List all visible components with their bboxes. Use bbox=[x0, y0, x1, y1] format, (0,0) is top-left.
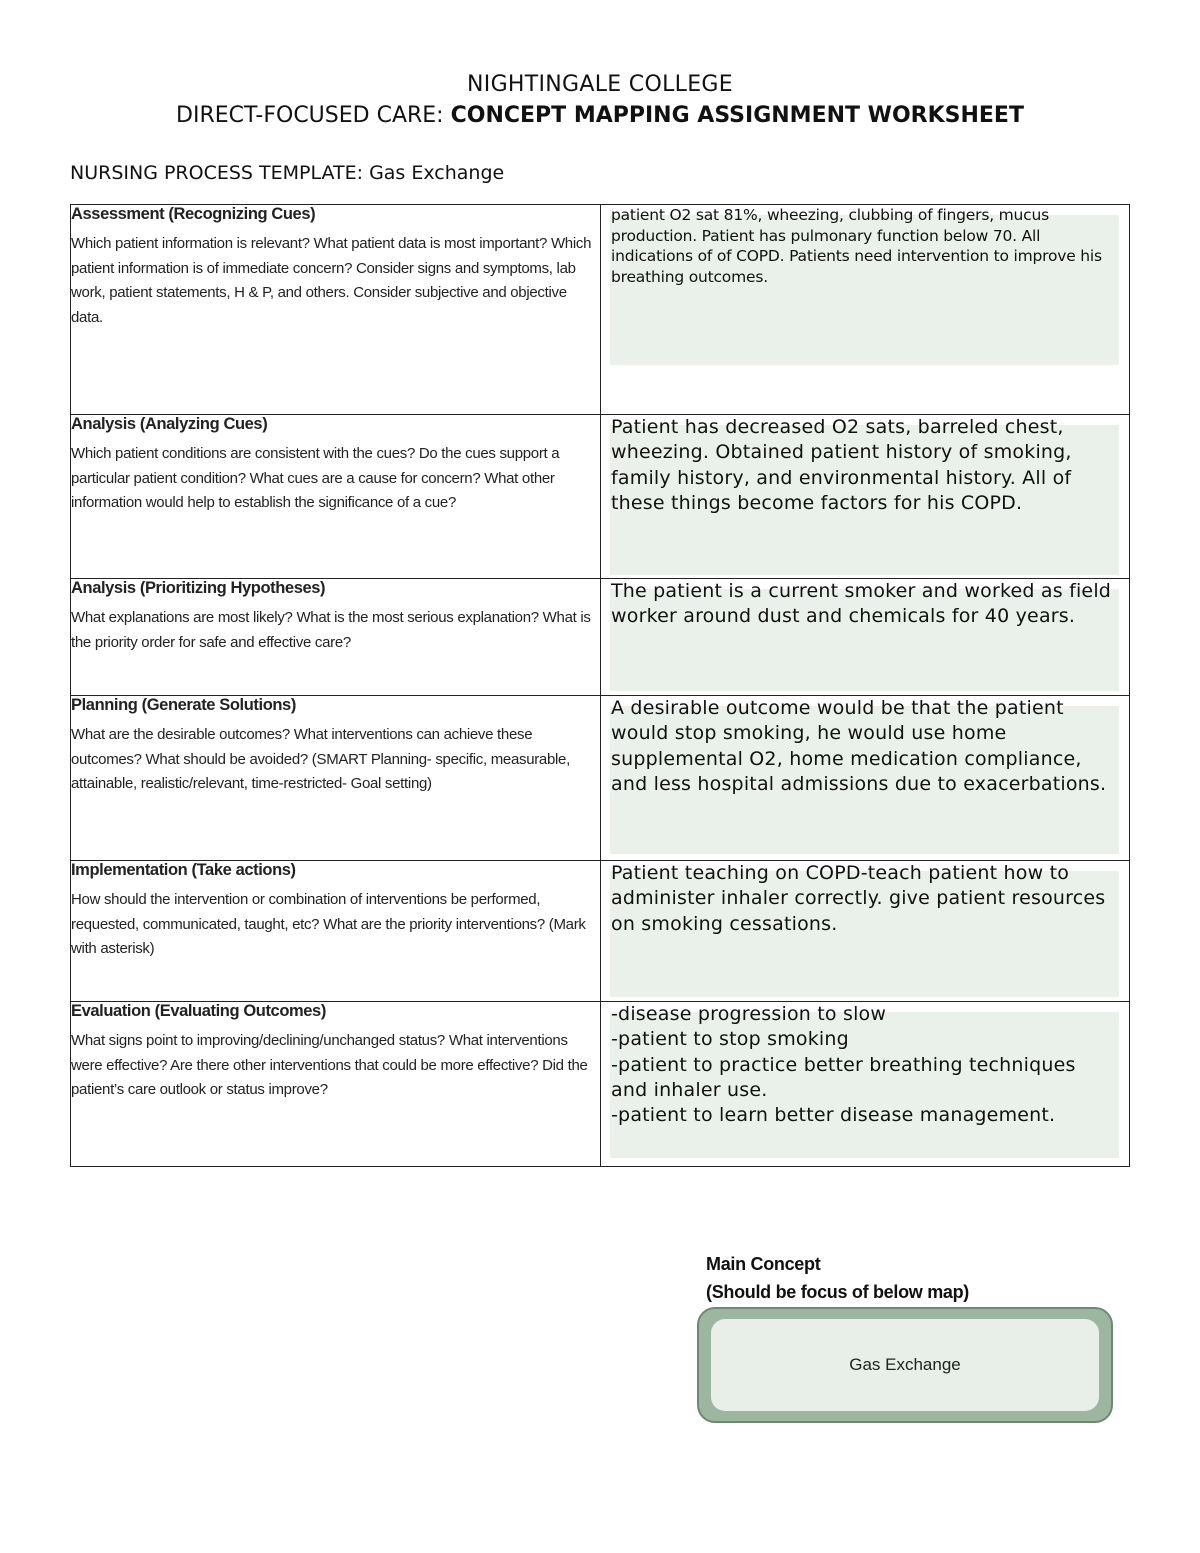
worksheet-header bbox=[0, 70, 1200, 132]
answer-text: -disease progression to slow -patient to stop smoking -patient to practice better breathing techniques and inhaler use. -patient to learn better disease management. bbox=[611, 1003, 1076, 1127]
prompt-cell bbox=[71, 415, 601, 579]
answer-cell[interactable] bbox=[601, 579, 1130, 696]
main-concept-inner bbox=[711, 1319, 1099, 1411]
template-title: NURSING PROCESS TEMPLATE: Gas Exchange bbox=[70, 162, 505, 184]
answer-field[interactable] bbox=[610, 697, 1119, 854]
answer-field[interactable] bbox=[610, 206, 1119, 365]
table-row-assessment bbox=[71, 205, 1130, 415]
main-concept-box[interactable] bbox=[697, 1307, 1113, 1423]
row-heading: Planning (Generate Solutions) bbox=[71, 696, 296, 714]
answer-text: A desirable outcome would be that the patient would stop smoking, he would use home supplemental O2, home medication compliance, and less hospital admissions due to exacerbations. bbox=[611, 697, 1107, 795]
main-concept-label bbox=[706, 1250, 969, 1306]
answer-text: Patient has decreased O2 sats, barreled chest, wheezing. Obtained patient history of smoking, family history, and environmental history. All of these things become factors for his COPD. bbox=[611, 416, 1072, 514]
row-prompt: What are the desirable outcomes? What interventions can achieve these outcomes? What should be avoided? (SMART Planning- specific, measurable, attainable, realistic/relevant, time-restricted- Goal setting) bbox=[71, 726, 570, 792]
worksheet-title bbox=[0, 100, 1200, 132]
table-row-evaluation bbox=[71, 1002, 1130, 1167]
answer-cell[interactable] bbox=[601, 696, 1130, 861]
college-name: NIGHTINGALE COLLEGE bbox=[467, 72, 733, 97]
main-concept-value: Gas Exchange bbox=[849, 1355, 961, 1374]
prompt-cell bbox=[71, 205, 601, 415]
row-prompt: What signs point to improving/declining/unchanged status? What interventions were effective? Are there other interventions that could be more effective? Did the patient’s care outlook or status improve? bbox=[71, 1032, 588, 1098]
answer-cell[interactable] bbox=[601, 415, 1130, 579]
row-prompt: What explanations are most likely? What is the most serious explanation? What is the priority order for safe and effective care? bbox=[71, 609, 591, 651]
answer-text: Patient teaching on COPD-teach patient how to administer inhaler correctly. give patient resources on smoking cessations. bbox=[611, 862, 1106, 935]
row-heading: Assessment (Recognizing Cues) bbox=[71, 205, 316, 223]
table-row-analyzing-cues bbox=[71, 415, 1130, 579]
worksheet-title-bold: CONCEPT MAPPING ASSIGNMENT WORKSHEET bbox=[450, 103, 1024, 128]
row-prompt: How should the intervention or combination of interventions be performed, requested, communicated, taught, etc? What are the priority interventions? (Mark with asterisk) bbox=[71, 891, 586, 957]
table-row-implementation bbox=[71, 861, 1130, 1002]
nursing-process-table bbox=[70, 204, 1130, 1167]
worksheet-title-prefix: DIRECT-FOCUSED CARE: bbox=[176, 103, 451, 128]
row-heading: Analysis (Analyzing Cues) bbox=[71, 415, 268, 433]
answer-field[interactable] bbox=[610, 862, 1119, 997]
answer-field[interactable] bbox=[610, 580, 1119, 691]
prompt-cell bbox=[71, 696, 601, 861]
row-heading: Analysis (Prioritizing Hypotheses) bbox=[71, 579, 326, 597]
prompt-cell bbox=[71, 579, 601, 696]
main-concept-label-line2: (Should be focus of below map) bbox=[706, 1282, 969, 1302]
prompt-cell bbox=[71, 861, 601, 1002]
prompt-cell bbox=[71, 1002, 601, 1167]
answer-cell[interactable] bbox=[601, 205, 1130, 415]
answer-text: patient O2 sat 81%, wheezing, clubbing of fingers, mucus production. Patient has pulmonary function below 70. All indications of of COPD. Patients need intervention to improve his breathing outcomes. bbox=[611, 206, 1102, 286]
answer-cell[interactable] bbox=[601, 1002, 1130, 1167]
row-prompt: Which patient information is relevant? What patient data is most important? Which patient information is of immediate concern? Consider signs and symptoms, lab work, patient statements, H & P, and others. Consider subjective and objective data. bbox=[71, 235, 592, 326]
row-prompt: Which patient conditions are consistent with the cues? Do the cues support a particular patient condition? What cues are a cause for concern? What other information would help to establish the significance of a cue? bbox=[71, 445, 560, 511]
answer-text: The patient is a current smoker and worked as field worker around dust and chemicals for 40 years. bbox=[611, 580, 1112, 628]
table-row-planning bbox=[71, 696, 1130, 861]
answer-field[interactable] bbox=[610, 1003, 1119, 1158]
table-row-prioritizing bbox=[71, 579, 1130, 696]
row-heading: Implementation (Take actions) bbox=[71, 861, 296, 879]
answer-cell[interactable] bbox=[601, 861, 1130, 1002]
main-concept-label-line1: Main Concept bbox=[706, 1254, 821, 1274]
row-heading: Evaluation (Evaluating Outcomes) bbox=[71, 1002, 326, 1020]
answer-field[interactable] bbox=[610, 416, 1119, 575]
